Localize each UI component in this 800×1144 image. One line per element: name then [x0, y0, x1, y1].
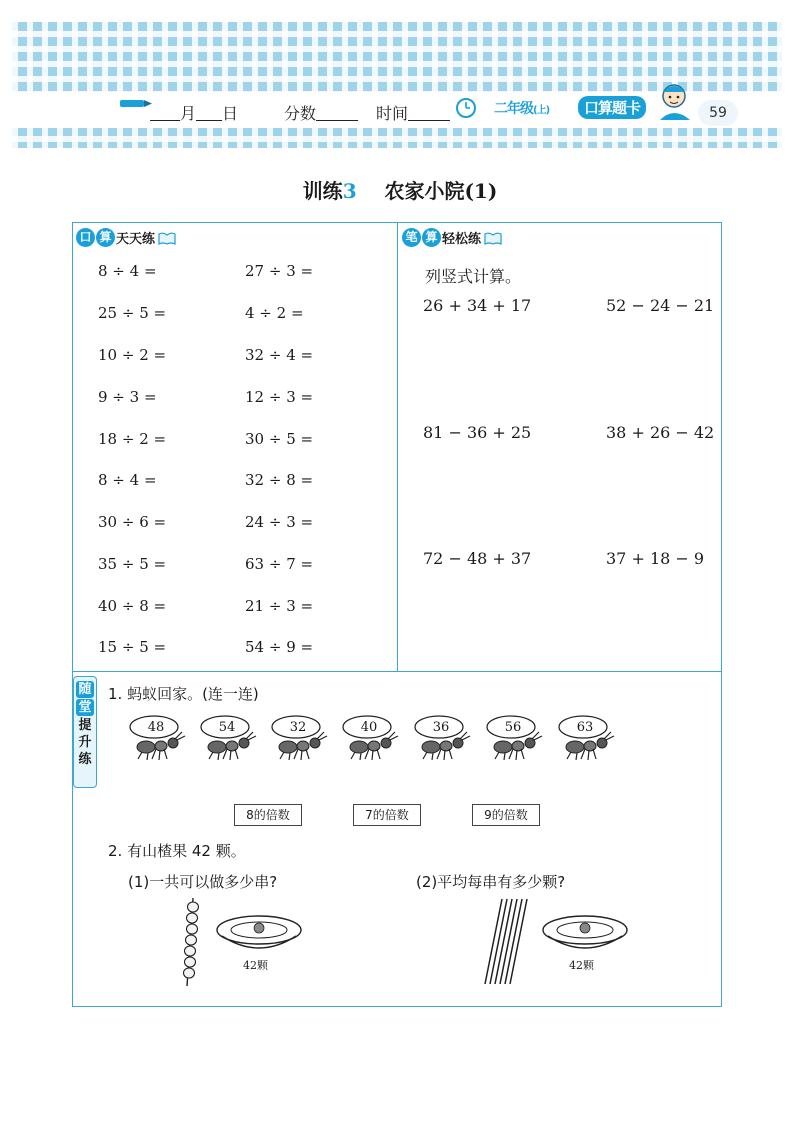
written-problem: 72 − 48 + 37 [423, 549, 532, 568]
ant-number: 56 [504, 720, 522, 735]
hawthorn-skewer-icon [178, 896, 206, 988]
ant-figure[interactable] [341, 713, 403, 765]
sticks-icon [482, 896, 528, 988]
written-badge-text: 轻松练 [442, 232, 482, 247]
written-badge [402, 228, 502, 247]
tab-char: 练 [78, 752, 92, 767]
ant-number: 40 [360, 720, 378, 735]
day-blank[interactable] [196, 106, 222, 121]
oral-badge [76, 228, 176, 247]
oral-equation: 40 ÷ 8 = [98, 597, 167, 615]
question-2: 2. 有山楂果 42 颗。 [108, 842, 246, 860]
written-problem: 52 − 24 − 21 [606, 296, 715, 315]
score-field [284, 101, 358, 124]
plate-icon [540, 910, 630, 958]
question-1: 1. 蚂蚁回家。(连一连) [108, 685, 259, 703]
oral-equation: 8 ÷ 4 = [98, 262, 157, 280]
ant-number: 32 [289, 720, 307, 735]
score-blank[interactable] [316, 106, 358, 121]
plate-caption: 42颗 [243, 959, 268, 972]
grade-text: 二年级 [494, 101, 533, 117]
book-icon [484, 231, 502, 245]
oral-equation: 12 ÷ 3 = [245, 388, 314, 406]
oral-equation: 4 ÷ 2 = [245, 304, 304, 322]
ant-figure[interactable] [199, 713, 261, 765]
score-label: 分数 [284, 104, 317, 123]
column-divider [397, 222, 398, 672]
month-blank[interactable] [150, 106, 180, 121]
month-label: 月 [180, 104, 197, 123]
oral-badge-char-1: 口 [76, 228, 95, 247]
plate-icon [214, 910, 304, 958]
ant-number: 36 [432, 720, 450, 735]
ant-number: 54 [218, 720, 236, 735]
question-2-part-2: (2)平均每串有多少颗? [416, 873, 566, 891]
tab-char: 随 [76, 681, 94, 698]
oral-equation: 8 ÷ 4 = [98, 471, 157, 489]
row-divider [72, 671, 722, 672]
oral-equation: 15 ÷ 5 = [98, 638, 167, 656]
oral-equation: 10 ÷ 2 = [98, 346, 167, 364]
ant-number: 48 [147, 720, 165, 735]
ant-figure[interactable] [557, 713, 619, 765]
time-blank[interactable] [408, 106, 450, 121]
day-label: 日 [222, 104, 239, 123]
oral-equation: 54 ÷ 9 = [245, 638, 314, 656]
written-problem: 26 + 34 + 17 [423, 296, 532, 315]
oral-equation: 18 ÷ 2 = [98, 430, 167, 448]
oral-equation: 32 ÷ 4 = [245, 346, 314, 364]
tab-char: 提 [78, 718, 92, 733]
plate-caption: 42颗 [569, 959, 594, 972]
written-instruction: 列竖式计算。 [425, 267, 522, 286]
written-problem: 81 − 36 + 25 [423, 423, 532, 442]
title-number: 3 [342, 179, 357, 203]
oral-badge-text: 天天练 [116, 232, 156, 247]
brand-logo: 口算题卡 [578, 96, 646, 119]
date-field [150, 101, 238, 124]
oral-equation: 32 ÷ 8 = [245, 471, 314, 489]
oral-equation: 24 ÷ 3 = [245, 513, 314, 531]
pencil-icon [118, 96, 154, 112]
written-problem: 37 + 18 − 9 [606, 549, 705, 568]
written-badge-char-2: 算 [422, 228, 441, 247]
oral-equation: 25 ÷ 5 = [98, 304, 167, 322]
grade-badge [494, 98, 549, 118]
title-prefix: 训练 [302, 179, 343, 203]
oral-equation: 63 ÷ 7 = [245, 555, 314, 573]
oral-equation: 35 ÷ 5 = [98, 555, 167, 573]
written-problem: 38 + 26 − 42 [606, 423, 715, 442]
book-icon [158, 231, 176, 245]
title-topic: 农家小院(1) [384, 179, 498, 203]
oral-equation: 30 ÷ 6 = [98, 513, 167, 531]
oral-equation: 30 ÷ 5 = [245, 430, 314, 448]
home-box[interactable]: 9的倍数 [472, 804, 540, 826]
practice-side-tab [73, 676, 97, 788]
ant-figure[interactable] [270, 713, 332, 765]
ant-figure[interactable] [413, 713, 475, 765]
written-badge-char-1: 笔 [402, 228, 421, 247]
oral-equation: 9 ÷ 3 = [98, 388, 157, 406]
ant-figure[interactable] [485, 713, 547, 765]
home-box[interactable]: 8的倍数 [234, 804, 302, 826]
tab-char: 升 [78, 735, 92, 750]
oral-equation: 21 ÷ 3 = [245, 597, 314, 615]
page-title [0, 175, 800, 204]
time-label: 时间 [376, 104, 409, 123]
question-2-part-1: (1)一共可以做多少串? [128, 873, 278, 891]
ant-figure[interactable] [128, 713, 190, 765]
home-box[interactable]: 7的倍数 [353, 804, 421, 826]
oral-equation: 27 ÷ 3 = [245, 262, 314, 280]
page-number: 59 [698, 100, 738, 126]
clock-icon [455, 97, 477, 119]
ant-number: 63 [576, 720, 594, 735]
grade-term: (上) [533, 105, 550, 116]
time-field [376, 101, 450, 124]
mascot-icon [650, 80, 696, 124]
oral-badge-char-2: 算 [96, 228, 115, 247]
tab-char: 堂 [76, 699, 94, 716]
